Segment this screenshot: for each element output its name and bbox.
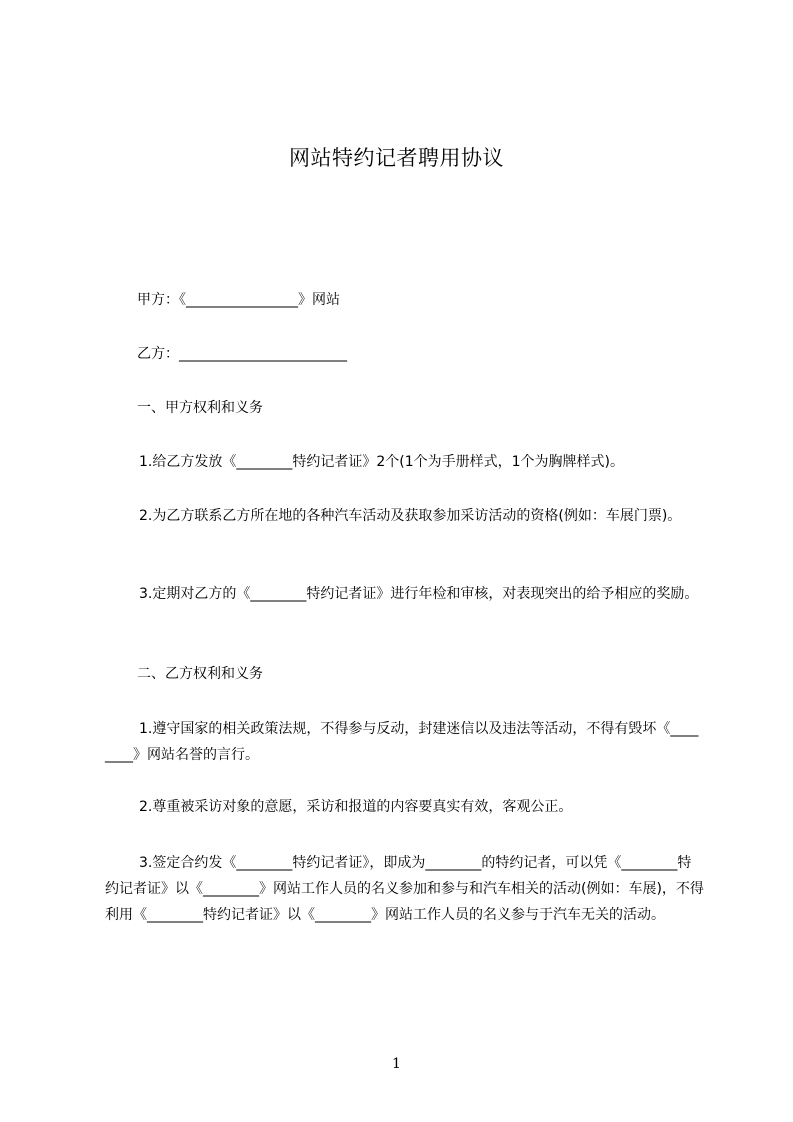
section1-item: 2.为乙方联系乙方所在地的各种汽车活动及获取参加采访活动的资格(例如：车展门票)。 bbox=[139, 508, 682, 524]
section1-item: 3.定期对乙方的《________特约记者证》进行年检和审核，对表现突出的给予相应的奖励。 bbox=[139, 586, 699, 602]
page-number: 1 bbox=[392, 1056, 401, 1072]
party-b-line: 乙方：________________________ bbox=[137, 346, 347, 362]
section2-item: 3.签定合约发《________特约记者证》，即成为________的特约记者，可以凭《________特约记者证》以《________》网站工作人员的名义参加和参与和汽车相关的活动(例如：车展)，不得利用《________特约记者证》以《________》网站工作人员的名义参与于汽车无关的活动。 bbox=[105, 855, 704, 923]
section1-heading: 一、甲方权利和义务 bbox=[137, 400, 263, 416]
document-title: 网站特约记者聘用协议 bbox=[289, 146, 504, 170]
section2-item: 2.尊重被采访对象的意愿，采访和报道的内容要真实有效，客观公正。 bbox=[139, 799, 573, 815]
section2-heading: 二、乙方权利和义务 bbox=[137, 666, 263, 682]
section2-item: 1.遵守国家的相关政策法规，不得参与反动，封建迷信以及违法等活动，不得有毁坏《________》网站名誉的言行。 bbox=[105, 721, 699, 763]
party-a-line: 甲方：《________________》网站 bbox=[137, 292, 340, 308]
section1-item: 1.给乙方发放《________特约记者证》2个(1个为手册样式，1个为胸牌样式)。 bbox=[139, 454, 625, 470]
